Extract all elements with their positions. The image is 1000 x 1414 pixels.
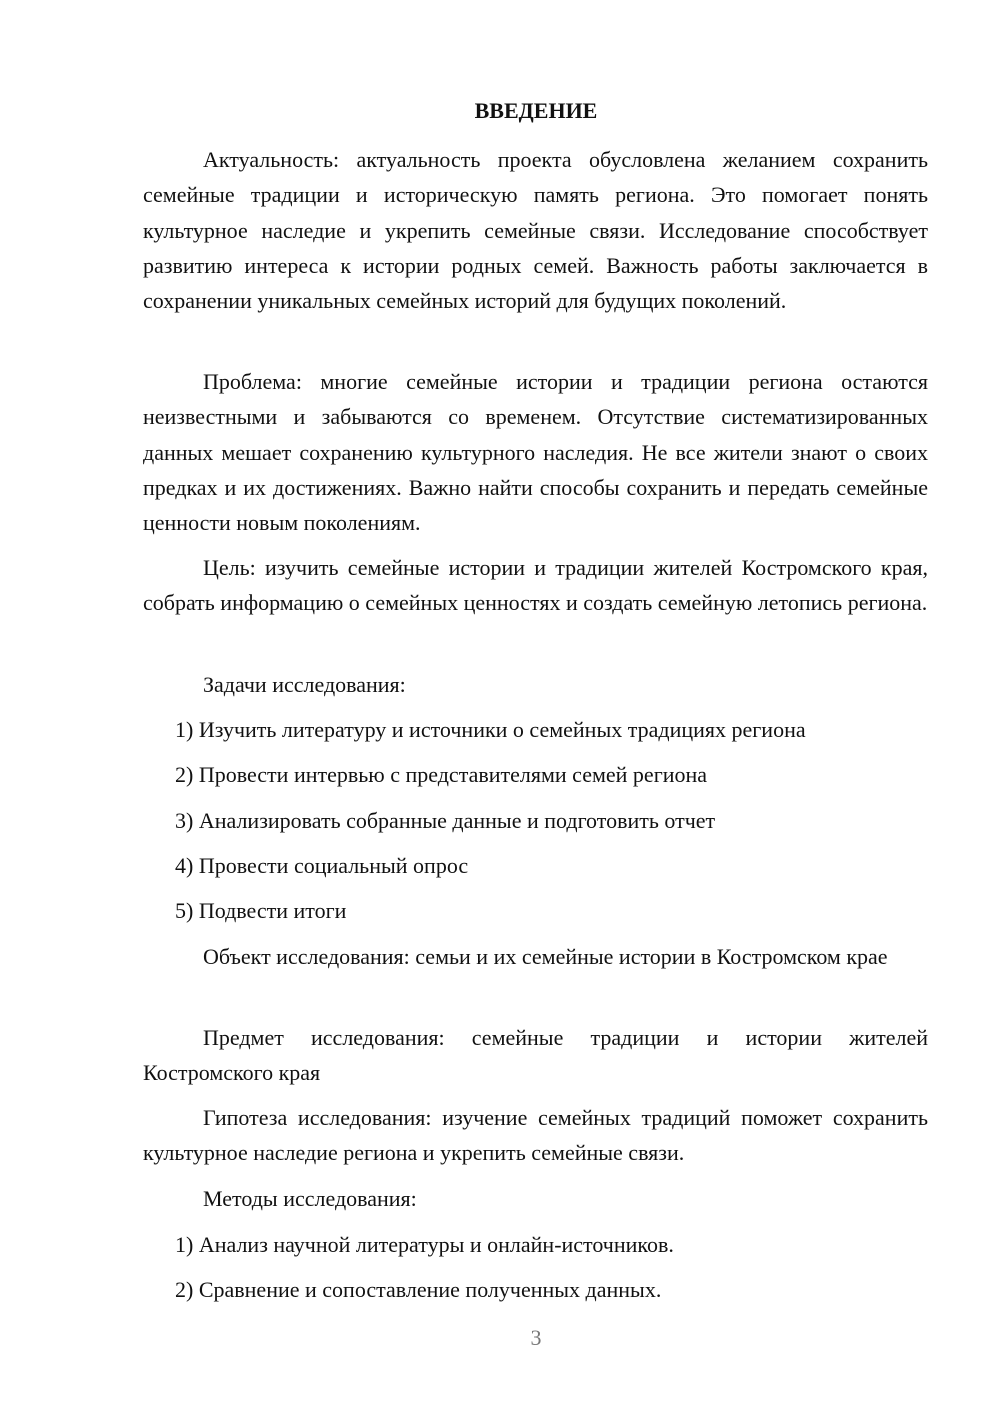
methods-heading-block [143,1184,928,1214]
tasks-heading: Задачи исследования: [203,672,406,697]
goal-paragraph: Цель: изучить семейные истории и традиции жителей Костромского края, собрать информацию о семейных ценностях и создать семейную летопись региона. [143,555,928,616]
task-item-1: 1) Изучить литературу и источники о семейных традициях региона [175,717,806,742]
methods-heading: Методы исследования: [203,1186,417,1211]
subject-paragraph: Предмет исследования: семейные традиции и истории жителей Костромского края [143,1025,928,1086]
hypothesis-block [143,1100,928,1171]
hypothesis-paragraph: Гипотеза исследования: изучение семейных традиций поможет сохранить культурное наследие региона и укрепить семейные связи. [143,1105,928,1166]
task-item-3: 3) Анализировать собранные данные и подготовить отчет [175,808,716,833]
task-item-4: 4) Провести социальный опрос [175,853,469,878]
subject-block [143,1020,928,1091]
relevance-block [143,142,928,318]
goal-block [143,550,928,621]
task-item-2: 2) Провести интервью с представителями семей региона [175,762,708,787]
method-item-1: 1) Анализ научной литературы и онлайн-источников. [175,1232,674,1257]
object-paragraph: Объект исследования: семьи и их семейные истории в Костромском крае [203,944,888,969]
page-number: 3 [530,1325,542,1350]
object-block [143,939,928,974]
page-title: ВВЕДЕНИЕ [474,98,598,123]
problem-block [143,364,928,540]
relevance-paragraph: Актуальность: актуальность проекта обусловлена желанием сохранить семейные традиции и историческую память региона. Это помогает понять культурное наследие и укрепить семейные связи. Исследование способствует развитию интереса к истории родных семей. Важность работы заключается в сохранении уникальных семейных историй для будущих поколений. [143,147,928,314]
method-item-2: 2) Сравнение и сопоставление полученных данных. [175,1277,662,1302]
tasks-heading-block [143,670,928,700]
task-item-5: 5) Подвести итоги [175,898,347,923]
problem-paragraph: Проблема: многие семейные истории и традиции региона остаются неизвестными и забываются со временем. Отсутствие систематизированных данных мешает сохранению культурного наследия. Не все жители знают о своих предках и их достижениях. Важно найти способы сохранить и передать семейные ценности новым поколениям. [143,369,928,536]
